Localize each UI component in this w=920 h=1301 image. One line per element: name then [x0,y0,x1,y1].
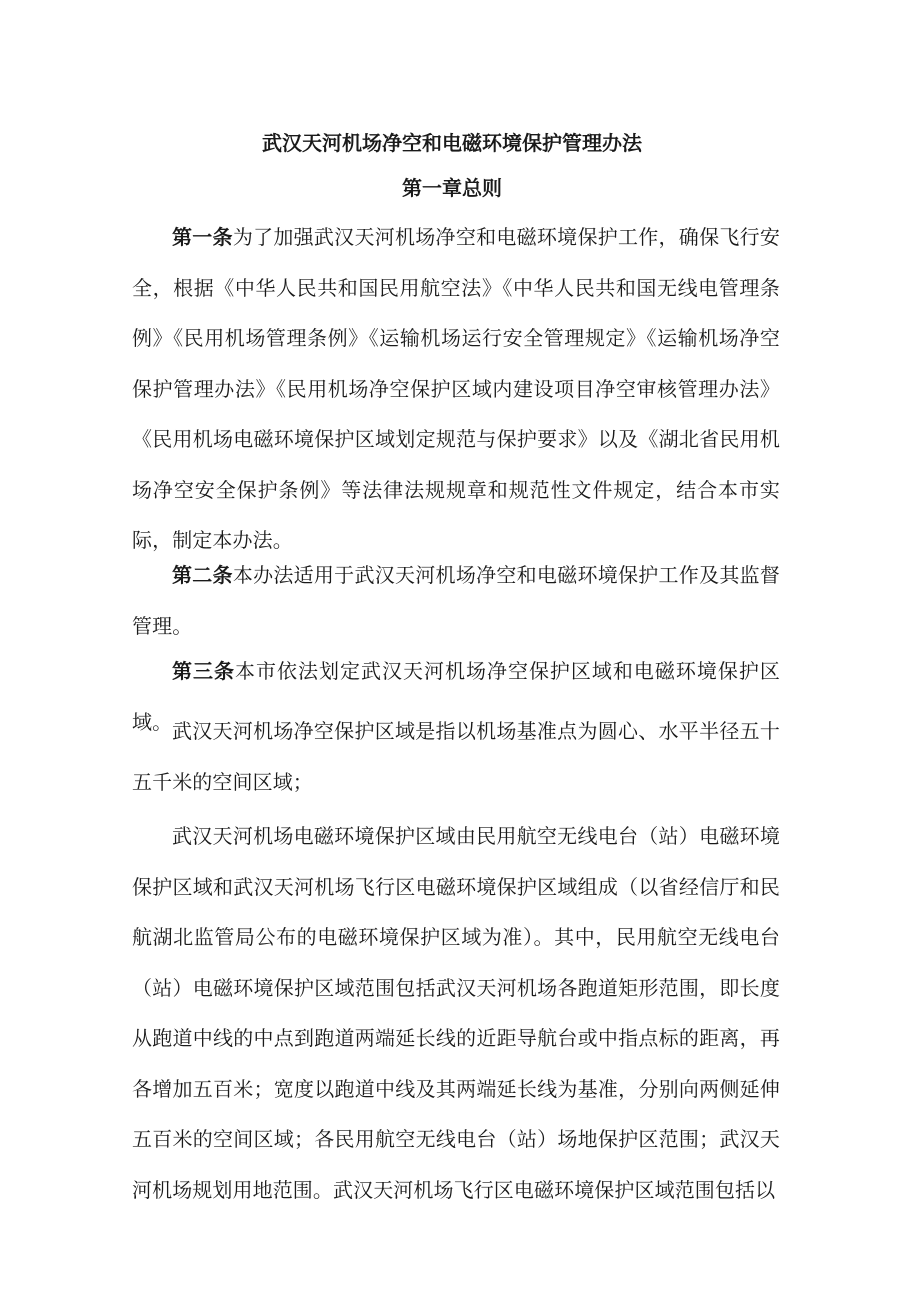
paragraph-text: 武汉天河机场净空保护区域是指以机场基准点为圆心、水平半径五十五千米的空间区域； [132,719,780,794]
document-title: 武汉天河机场净空和电磁环境保护管理办法 [262,131,642,155]
article-label: 第二条 [172,563,233,587]
article-paragraph [132,212,780,566]
article-label: 第三条 [172,659,235,683]
paragraph-text: 武汉天河机场电磁环境保护区域由民用航空无线电台（站）电磁环境保护区域和武汉天河机场飞行区电磁环境保护区域组成（以省经信厅和民航湖北监管局公布的电磁环境保护区域为准）。其中，民用航空无线电台（站）电磁环境保护区域范围包括武汉天河机场各跑道矩形范围，即长度从跑道中线的中点到跑道两端延长线的近距导航台或中指点标的距离，再各增加五百米；宽度以跑道中线及其两端延长线为基准，分别向两侧延伸五百米的空间区域；各民用航空无线电台（站）场地保护区范围；武汉天河机场规划用地范围。武汉天河机场飞行区电磁环境保护区域范围包括以 [132,824,780,1202]
article-label: 第一条 [172,225,233,249]
body-paragraph [132,706,780,807]
article-text: 为了加强武汉天河机场净空和电磁环境保护工作，确保飞行安全，根据《中华人民共和国民用航空法》《中华人民共和国无线电管理条例》《民用机场管理条例》《运输机场运行安全管理规定》《运输机场净空保护管理办法》《民用机场净空保护区域内建设项目净空审核管理办法》《民用机场电磁环境保护区域划定规范与保护要求》以及《湖北省民用机场净空安全保护条例》等法律法规规章和规范性文件规定，结合本市实际，制定本办法。 [132,225,780,552]
article-text: 本办法适用于武汉天河机场净空和电磁环境保护工作及其监督管理。 [132,563,780,638]
body-paragraph [132,811,780,1215]
article-text: 本市依法划定武汉天河机场净空保护区域和电磁环境保护区域。 [132,659,780,734]
chapter-title: 第一章总则 [402,176,502,200]
article-paragraph [132,550,780,651]
